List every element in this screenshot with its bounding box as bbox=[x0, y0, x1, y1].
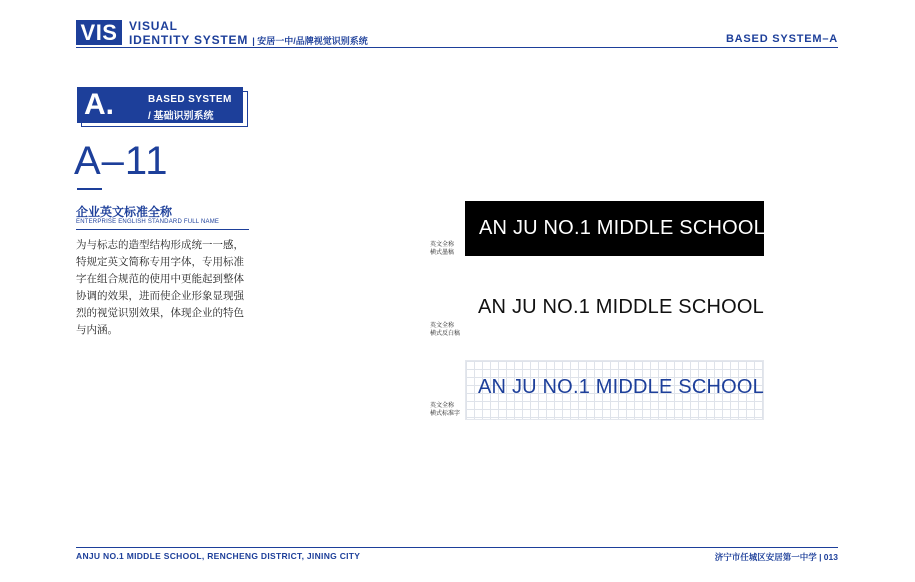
item-title-en: ENTERPRISE ENGLISH STANDARD FULL NAME bbox=[76, 219, 220, 225]
sample-caption bbox=[430, 241, 462, 257]
header-section-label: BASED SYSTEM–A bbox=[725, 33, 838, 45]
header-divider bbox=[76, 47, 838, 48]
section-title-en: BASED SYSTEM bbox=[148, 94, 232, 105]
footer-school-cn-page: 济宁市任城区安居第一中学 | 013 bbox=[714, 552, 838, 562]
wordmark-black: AN JU NO.1 MIDDLE SCHOOL bbox=[478, 296, 764, 318]
header-identity-main: IDENTITY SYSTEM bbox=[129, 33, 249, 47]
sample-caption-line2: 横式反白稿 bbox=[430, 331, 461, 337]
sample-caption bbox=[430, 322, 462, 338]
header-identity-text bbox=[129, 33, 368, 47]
footer-divider bbox=[76, 547, 838, 548]
section-letter: A. bbox=[84, 88, 114, 121]
vis-logo: VIS bbox=[76, 20, 122, 45]
sample-caption bbox=[430, 402, 462, 418]
section-title-cn: / 基础识别系统 bbox=[148, 111, 214, 122]
sample-caption-line1: 英文全称 bbox=[430, 323, 455, 329]
footer-school-en: ANJU NO.1 MIDDLE SCHOOL, RENCHENG DISTRICT, JINING CITY bbox=[76, 551, 361, 561]
item-description: 为与标志的造型结构形成统一一感，特规定英文简称专用字体，专用标准字在组合规范的使用中更能起到整体协调的效果，进而使企业形象显现强烈的视觉识别效果，体现企业的特色与内涵。 bbox=[76, 239, 244, 336]
section-badge bbox=[77, 87, 243, 123]
page-code-underline bbox=[77, 188, 102, 190]
item-title-cn: 企业英文标准全称 bbox=[76, 205, 173, 219]
sample-caption-line1: 英文全称 bbox=[430, 403, 455, 409]
page-code: A–11 bbox=[74, 139, 169, 183]
sample-caption-line2: 横式墨稿 bbox=[430, 250, 455, 256]
sample-caption-line1: 英文全称 bbox=[430, 242, 455, 248]
header-visual-text: VISUAL bbox=[129, 19, 178, 33]
item-title-divider bbox=[76, 229, 249, 230]
wordmark-reversed: AN JU NO.1 MIDDLE SCHOOL bbox=[479, 217, 765, 239]
wordmark-blue: AN JU NO.1 MIDDLE SCHOOL bbox=[478, 376, 764, 398]
sample-caption-line2: 横式标准字 bbox=[430, 411, 461, 417]
header-identity-sub: | 安居一中/品牌视觉识别系统 bbox=[252, 36, 368, 46]
